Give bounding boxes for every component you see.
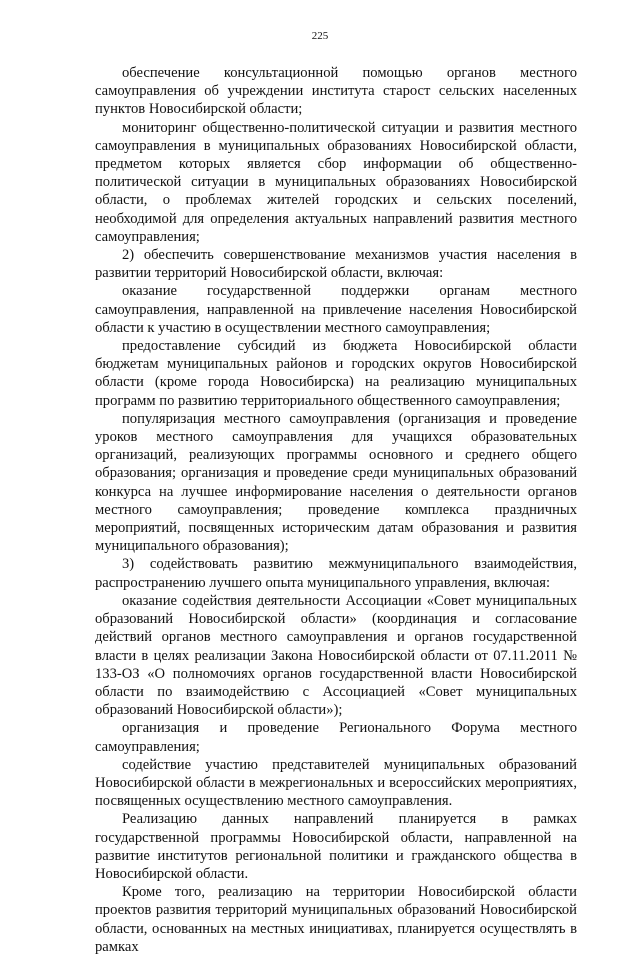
paragraph: содействие участию представителей муниципальных образований Новосибирской области в межрегиональных и всероссийских мероприятиях, посвященных осуществлению местного самоуправления. bbox=[95, 756, 577, 810]
paragraph: Реализацию данных направлений планируется в рамках государственной программы Новосибирской области, направленной на развитие институтов региональной политики и гражданского общества в Новосибирской области. bbox=[95, 811, 577, 882]
document-body bbox=[95, 64, 577, 956]
paragraph: 3) содействовать развитию межмуниципального взаимодействия, распространению лучшего опыта муниципального управления, включая: bbox=[95, 556, 577, 591]
paragraph: предоставление субсидий из бюджета Новосибирской области бюджетам муниципальных районов и городских округов Новосибирской области (кроме города Новосибирска) на реализацию муниципальных программ по развитию территориального общественного самоуправления; bbox=[95, 338, 577, 409]
paragraph: мониторинг общественно-политической ситуации и развития местного самоуправления в муниципальных образованиях Новосибирской области, предметом которых является сбор информации об общественно-политической ситуации в муниципальных образованиях Новосибирской области, о проблемах жителей городских и сельских поселений, необходимой для определения актуальных направлений развития местного самоуправления; bbox=[95, 119, 577, 245]
page-number: 225 bbox=[311, 30, 329, 42]
paragraph: оказание государственной поддержки органам местного самоуправления, направленной на привлечение населения Новосибирской области к участию в осуществлении местного самоуправления; bbox=[95, 283, 577, 336]
paragraph: организация и проведение Регионального Форума местного самоуправления; bbox=[95, 720, 577, 755]
paragraph: обеспечение консультационной помощью органов местного самоуправления об учреждении института старост сельских населенных пунктов Новосибирской области; bbox=[95, 65, 577, 118]
paragraph: 2) обеспечить совершенствование механизмов участия населения в развитии территорий Новосибирской области, включая: bbox=[95, 247, 577, 282]
paragraph: Кроме того, реализацию на территории Новосибирской области проектов развития территорий муниципальных образований Новосибирской области, основанных на местных инициативах, планируется осуществлять в рамках bbox=[95, 884, 577, 955]
paragraph: оказание содействия деятельности Ассоциации «Совет муниципальных образований Новосибирской области» (координация и согласование действий органов местного самоуправления и органов государственной власти в целях реализации Закона Новосибирской области от 07.11.2011 № 133-ОЗ «О полномочиях органов государственной власти Новосибирской области по взаимодействию с Ассоциацией «Совет муниципальных образований Новосибирской области»); bbox=[95, 592, 577, 719]
paragraph: популяризация местного самоуправления (организация и проведение уроков местного самоуправления для учащихся образовательных организаций, реализующих программы основного и среднего общего образования; организация и проведение среди муниципальных образований конкурса на лучшее информирование населения о деятельности органов местного самоуправления; проведение комплекса праздничных мероприятий, посвященных историческим датам образования и развития муниципального образования); bbox=[95, 410, 577, 555]
